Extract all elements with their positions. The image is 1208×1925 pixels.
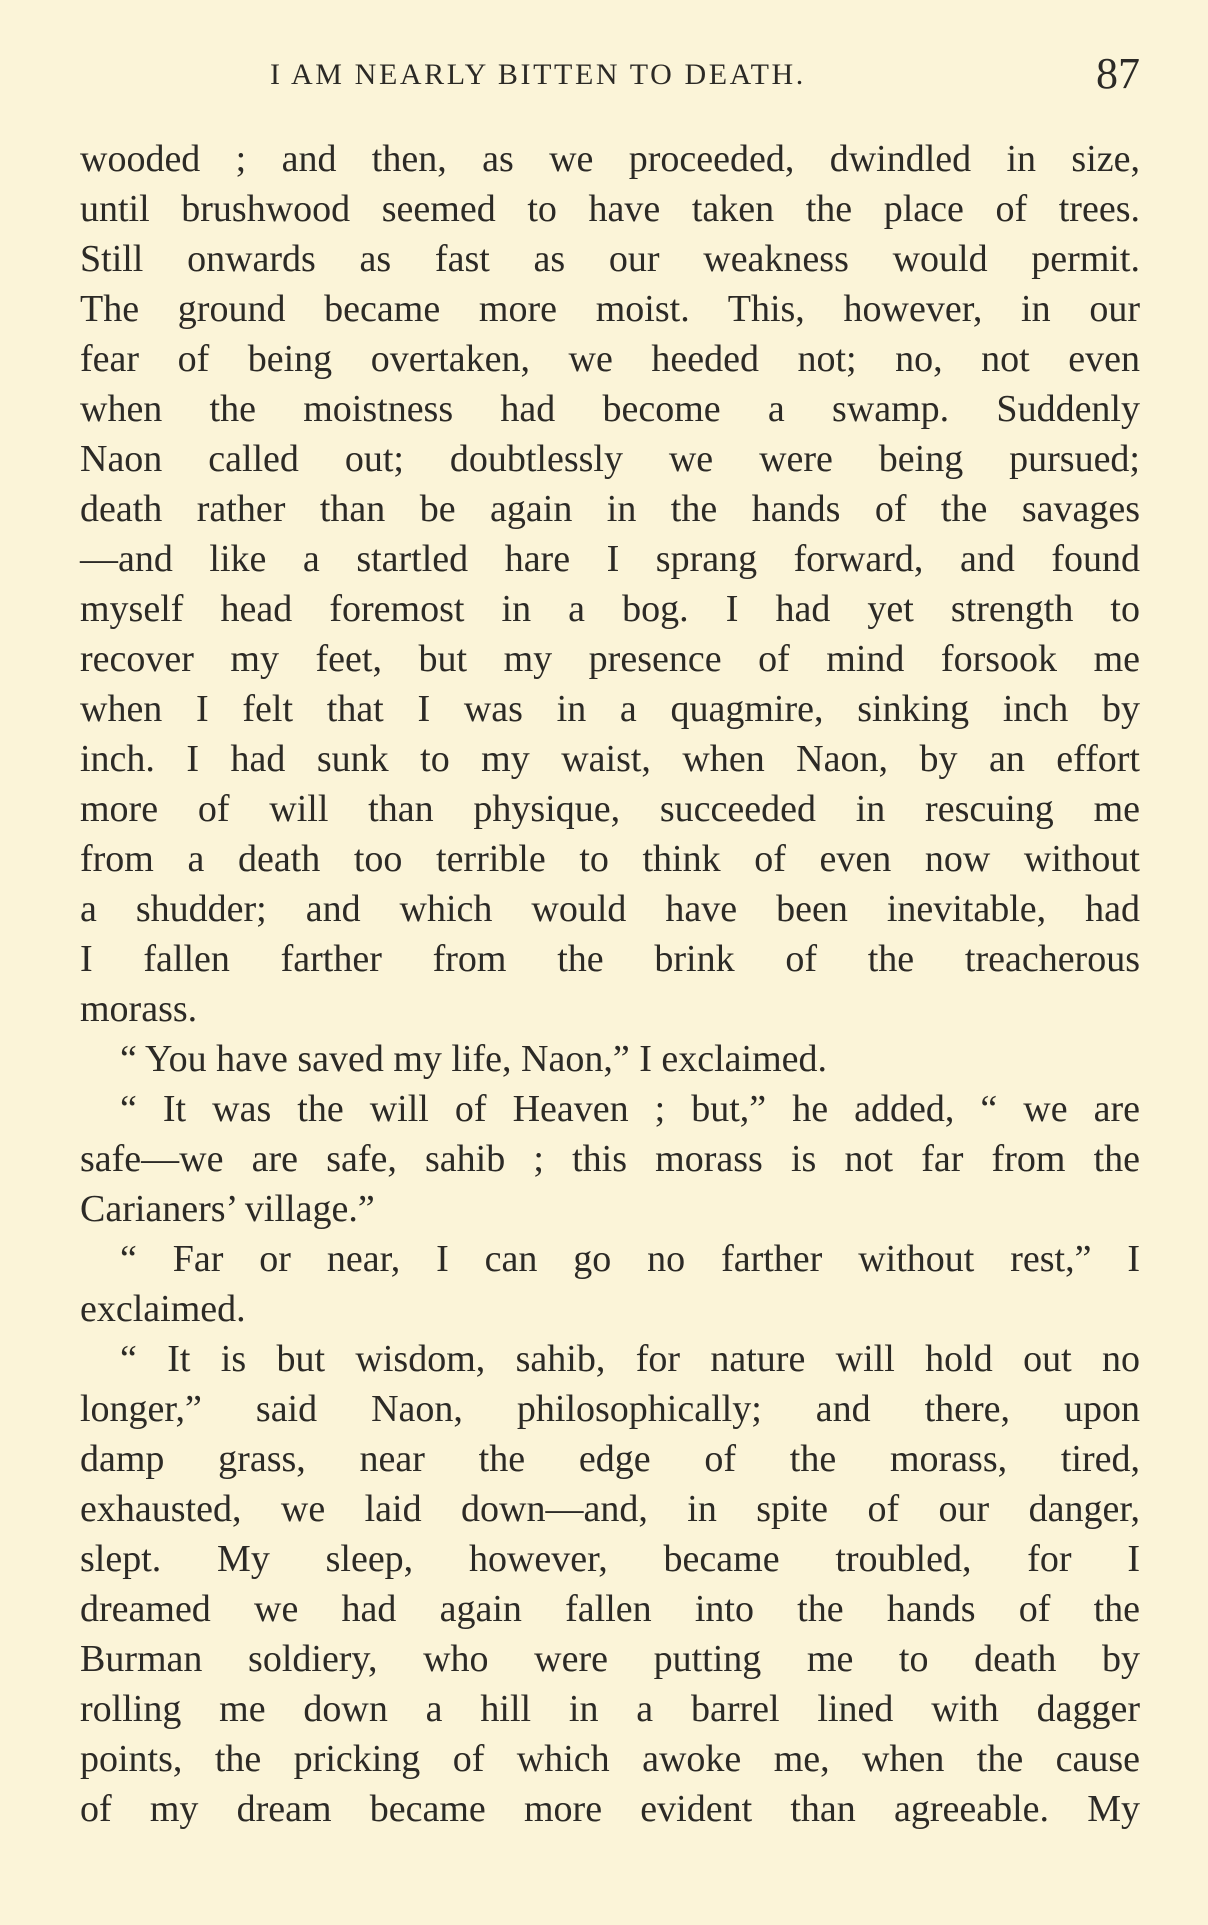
text-line: exhausted, we laid down—and, in spite of our danger, bbox=[80, 1488, 1140, 1530]
text-line: damp grass, near the edge of the morass, tired, bbox=[80, 1438, 1140, 1480]
text-line: until brushwood seemed to have taken the place of trees. bbox=[80, 188, 1140, 230]
text-line: “ You have saved my life, Naon,” I exclaimed. bbox=[120, 1038, 828, 1080]
text-line: morass. bbox=[80, 988, 198, 1030]
text-line: Naon called out; doubtlessly we were being pursued; bbox=[80, 438, 1140, 480]
text-line: Still onwards as fast as our weakness would permit. bbox=[80, 238, 1140, 280]
text-line: safe—we are safe, sahib ; this morass is not far from the bbox=[80, 1138, 1140, 1180]
text-line: when I felt that I was in a quagmire, sinking inch by bbox=[80, 688, 1140, 730]
text-line: points, the pricking of which awoke me, when the cause bbox=[80, 1738, 1140, 1780]
text-line: rolling me down a hill in a barrel lined with dagger bbox=[80, 1688, 1140, 1730]
body-text bbox=[80, 134, 1140, 1834]
text-line: a shudder; and which would have been inevitable, had bbox=[80, 888, 1140, 930]
text-line: “ It was the will of Heaven ; but,” he added, “ we are bbox=[120, 1088, 1140, 1130]
text-line: —and like a startled hare I sprang forward, and found bbox=[80, 538, 1140, 580]
text-line: fear of being overtaken, we heeded not; no, not even bbox=[80, 338, 1140, 380]
text-line: dreamed we had again fallen into the hands of the bbox=[80, 1588, 1140, 1630]
running-title: I AM NEARLY BITTEN TO DEATH. bbox=[270, 58, 806, 91]
text-line: slept. My sleep, however, became troubled, for I bbox=[80, 1538, 1140, 1580]
text-line: Carianers’ village.” bbox=[80, 1188, 375, 1230]
text-line: recover my feet, but my presence of mind forsook me bbox=[80, 638, 1140, 680]
text-line: “ Far or near, I can go no farther without rest,” I bbox=[120, 1238, 1140, 1280]
text-line: wooded ; and then, as we proceeded, dwindled in size, bbox=[80, 138, 1140, 180]
text-line: Burman soldiery, who were putting me to death by bbox=[80, 1638, 1140, 1680]
text-line: from a death too terrible to think of even now without bbox=[80, 838, 1140, 880]
text-line: exclaimed. bbox=[80, 1288, 246, 1330]
text-line: inch. I had sunk to my waist, when Naon, by an effort bbox=[80, 738, 1140, 780]
text-line: The ground became more moist. This, however, in our bbox=[80, 288, 1140, 330]
text-line: longer,” said Naon, philosophically; and there, upon bbox=[80, 1388, 1140, 1430]
text-line: “ It is but wisdom, sahib, for nature will hold out no bbox=[120, 1338, 1140, 1380]
text-line: more of will than physique, succeeded in rescuing me bbox=[80, 788, 1140, 830]
page-number: 87 bbox=[1096, 49, 1140, 98]
text-line: myself head foremost in a bog. I had yet strength to bbox=[80, 588, 1140, 630]
text-line: when the moistness had become a swamp. Suddenly bbox=[80, 388, 1140, 430]
running-head bbox=[270, 48, 1140, 98]
text-line: of my dream became more evident than agreeable. My bbox=[80, 1788, 1140, 1830]
text-line: I fallen farther from the brink of the treacherous bbox=[80, 938, 1140, 980]
text-line: death rather than be again in the hands of the savages bbox=[80, 488, 1140, 530]
